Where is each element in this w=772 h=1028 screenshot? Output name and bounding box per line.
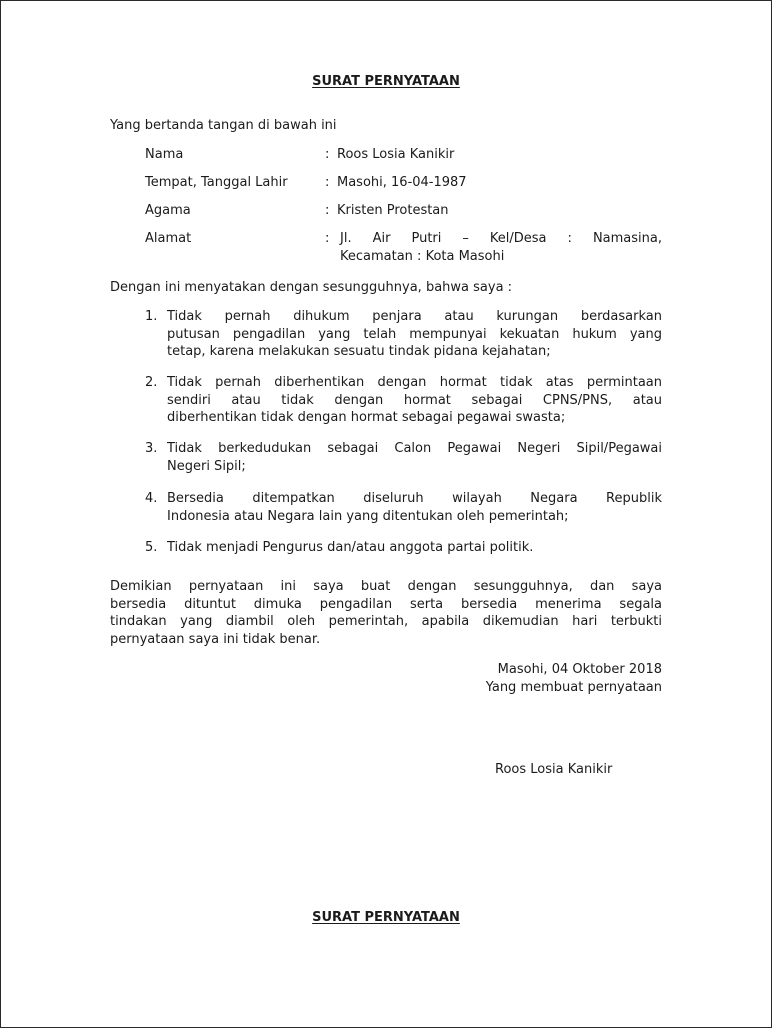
identity-label: Alamat — [145, 231, 192, 246]
identity-row-tempat-tanggal-lahir — [1, 174, 771, 192]
item-line: Negeri Sipil; — [167, 458, 246, 474]
next-page-title: SURAT PERNYATAAN — [312, 910, 460, 925]
item-line: Bersedia ditempatkan diseluruh wilayah Negara Republik — [167, 491, 662, 506]
place-date: Masohi, 04 Oktober 2018 — [497, 662, 662, 677]
closing-line: pernyataan saya ini tidak benar. — [110, 631, 321, 647]
identity-value: Kristen Protestan — [337, 203, 449, 218]
statement-intro: Dengan ini menyatakan dengan sesungguhnya, bahwa saya : — [110, 280, 513, 295]
item-text — [167, 308, 662, 361]
item-line: Tidak pernah diberhentikan dengan hormat tidak atas permintaan — [167, 375, 662, 390]
identity-label: Tempat, Tanggal Lahir — [145, 175, 288, 190]
item-line: tetap, karena melakukan sesuatu tindak pidana kejahatan; — [167, 344, 551, 359]
identity-row-agama — [1, 202, 771, 220]
identity-label: Agama — [145, 203, 191, 218]
identity-separator: : — [325, 231, 330, 246]
identity-separator: : — [325, 147, 330, 162]
item-number: 2. — [145, 375, 158, 390]
item-text — [167, 440, 662, 475]
address-value — [340, 230, 662, 265]
item-line: Indonesia atau Negara lain yang ditentukan oleh pemerintah; — [167, 508, 569, 524]
identity-row-alamat — [1, 230, 771, 264]
closing-line: tindakan yang diambil oleh pemerintah, apabila dikemudian hari terbukti — [110, 614, 662, 629]
item-line: diberhentikan tidak dengan hormat sebagai pegawai swasta; — [167, 410, 566, 425]
item-line: putusan pengadilan yang telah mempunyai kekuatan hukum yang — [167, 326, 662, 342]
identity-label: Nama — [145, 147, 184, 162]
item-line: Tidak berkedudukan sebagai Calon Pegawai Negeri Sipil/Pegawai — [167, 441, 662, 456]
closing-paragraph — [110, 578, 662, 648]
item-line: Tidak pernah dihukum penjara atau kurungan berdasarkan — [167, 309, 662, 324]
item-line: sendiri atau tidak dengan hormat sebagai CPNS/PNS, atau — [167, 392, 662, 408]
identity-value: Roos Losia Kanikir — [337, 147, 455, 162]
closing-line: Demikian pernyataan ini saya buat dengan sesungguhnya, dan saya — [110, 579, 662, 594]
address-line: Kecamatan : Kota Masohi — [340, 248, 505, 264]
intro-text: Yang bertanda tangan di bawah ini — [110, 118, 337, 133]
item-number: 5. — [145, 540, 158, 555]
identity-row-nama — [1, 146, 771, 164]
signer-caption: Yang membuat pernyataan — [485, 680, 662, 695]
item-text — [167, 490, 662, 525]
item-line: Tidak menjadi Pengurus dan/atau anggota partai politik. — [167, 540, 534, 555]
item-text — [167, 374, 662, 427]
item-text — [167, 539, 662, 557]
item-number: 3. — [145, 441, 158, 456]
item-number: 4. — [145, 491, 158, 506]
address-line: Jl. Air Putri – Kel/Desa : Namasina, — [340, 231, 662, 246]
identity-separator: : — [325, 175, 330, 190]
closing-line: bersedia dituntut dimuka pengadilan serta bersedia menerima segala — [110, 596, 662, 612]
identity-value: Masohi, 16-04-1987 — [337, 175, 467, 190]
document-title: SURAT PERNYATAAN — [312, 74, 460, 89]
item-number: 1. — [145, 309, 158, 324]
signer-name: Roos Losia Kanikir — [495, 762, 613, 777]
identity-separator: : — [325, 203, 330, 218]
